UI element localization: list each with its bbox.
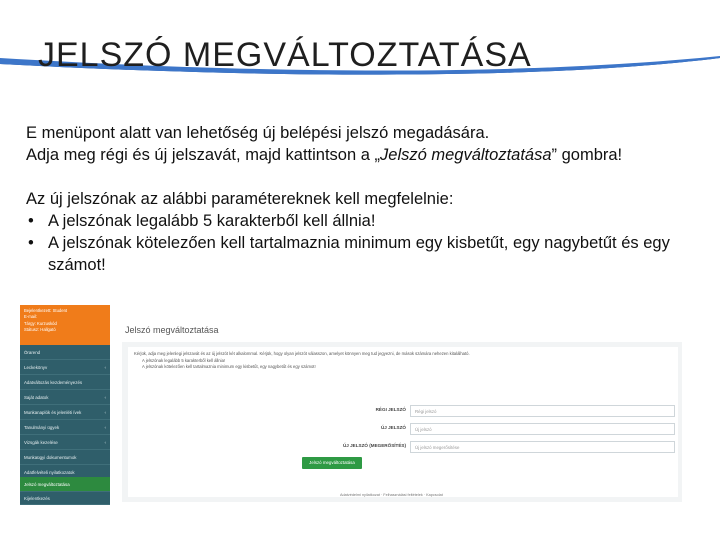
field-label: ÚJ JELSZÓ (MEGERŐSÍTÉS) [342, 443, 406, 448]
change-password-button[interactable]: Jelszó megváltoztatása [302, 457, 362, 469]
slide-body [26, 122, 696, 276]
chevron-left-icon: ‹ [104, 395, 106, 400]
footer-links: Adatvédelmi nyilatkozat · Felhasználási feltételek · Kapcsolat [340, 493, 443, 497]
sidebar-item[interactable] [20, 360, 110, 375]
sidebar-item-label: Munkaügyi dokumentumok [24, 455, 77, 460]
sidebar-item-label: Jelszó megváltoztatása [24, 482, 70, 487]
user-info-line: Bejelentkezett: Student [24, 308, 68, 313]
requirement-bullet [26, 232, 696, 276]
sidebar-item-label: Adatfelvételi nyilatkozatok [24, 470, 75, 475]
content-panel [122, 342, 682, 502]
title-band [0, 0, 720, 84]
sidebar-item-label: Órarend [24, 350, 41, 355]
sidebar-item-label: Tanulmányi ügyek [24, 425, 60, 430]
info-bullet: A jelszónak legalább 5 karakterből kell állnia! [142, 357, 226, 363]
sidebar-item-label: Adatváltozás kezdeményezés [24, 380, 83, 385]
sidebar-item[interactable] [20, 420, 110, 435]
intro-line-2 [26, 144, 696, 166]
sidebar-item[interactable] [20, 450, 110, 465]
user-info-line: Státusz: Hallgató [24, 327, 56, 333]
new-password-input[interactable]: Új jelszó [410, 423, 675, 435]
intro-line-2-post: ” gombra! [551, 146, 623, 164]
requirement-text: A jelszónak legalább 5 karakterből kell állnia! [48, 212, 376, 230]
slide-title: JELSZÓ MEGVÁLTOZTATÁSA [38, 36, 532, 74]
sidebar-item-active[interactable] [20, 477, 110, 492]
chevron-left-icon: ‹ [104, 410, 106, 415]
user-info-line: Tárgy: Kurzuskód [24, 320, 57, 326]
sidebar-item[interactable] [20, 345, 110, 360]
sidebar-item[interactable] [20, 375, 110, 390]
bullet-dot: • [28, 212, 34, 230]
chevron-left-icon: ‹ [104, 440, 106, 445]
requirement-bullet [26, 210, 696, 232]
embedded-screenshot [20, 305, 685, 505]
sidebar-item-label: Vizsgák kezelése [24, 440, 58, 445]
intro-line-1: E menüpont alatt van lehetőség új belépési jelszó megadására. [26, 124, 490, 142]
sidebar-item[interactable] [20, 435, 110, 450]
confirm-password-input[interactable]: Új jelszó megerősítése [410, 441, 675, 453]
requirements-intro: Az új jelszónak az alábbi paramétereknek kell megfelelnie: [26, 190, 454, 208]
sidebar-item[interactable] [20, 405, 110, 420]
info-box [134, 351, 674, 371]
bullet-dot: • [28, 234, 34, 252]
sidebar-item-label: Leckekönyv [24, 365, 48, 370]
user-info-line: E-mail: [24, 314, 38, 320]
form-row-old-password [128, 403, 678, 419]
sidebar-item-label: Saját adatok [24, 395, 49, 400]
sidebar-item[interactable] [20, 390, 110, 405]
info-bullet: A jelszónak kötelezően kell tartalmaznia minimum egy kisbetűt, egy nagybetűt és egy számot! [142, 364, 316, 369]
page-title: Jelszó megváltoztatása [125, 325, 219, 335]
intro-line-2-emphasis: Jelszó megváltoztatása [380, 146, 552, 164]
sidebar [20, 305, 110, 505]
info-text: Kérjük, adja meg jelenlegi jelszavát és az új jelszót két alkalommal. Kérjük, hogy olyan jelszót válasszon, amelyet könnyen meg tud jegyezni, de mások számára nehezen kitalálható. [134, 351, 470, 356]
spacer [26, 166, 696, 188]
old-password-input[interactable]: Régi jelszó [410, 405, 675, 417]
field-label: RÉGI JELSZÓ [375, 407, 406, 412]
form-row-confirm-password [128, 439, 678, 455]
requirement-text: A jelszónak kötelezően kell tartalmaznia minimum egy kisbetűt, egy nagybetűt és egy számot! [48, 234, 670, 274]
intro-line-2-pre: Adja meg régi és új jelszavát, majd kattintson a „ [26, 146, 381, 164]
sidebar-item[interactable] [20, 492, 110, 505]
sidebar-user-info [20, 305, 110, 345]
sidebar-item-label: Munkanaplók és jelenléti ívek [24, 410, 82, 415]
chevron-left-icon: ‹ [104, 365, 106, 370]
form-row-new-password [128, 421, 678, 437]
sidebar-item-label: Kijelentkezés [24, 496, 50, 501]
field-label: ÚJ JELSZÓ [380, 425, 406, 430]
form-card [128, 347, 678, 497]
chevron-left-icon: ‹ [104, 425, 106, 430]
